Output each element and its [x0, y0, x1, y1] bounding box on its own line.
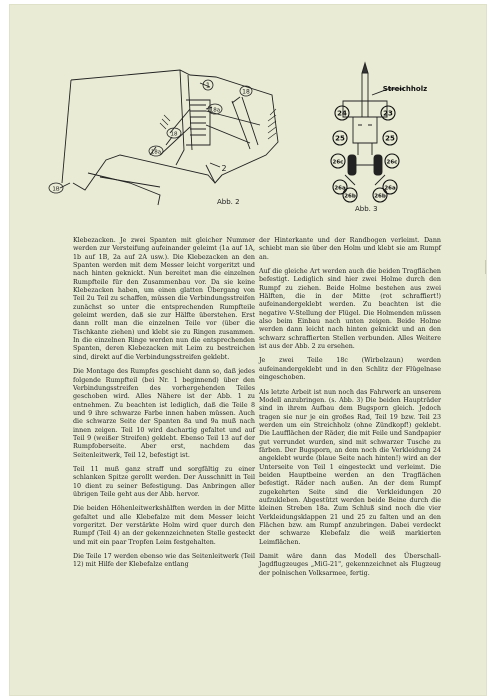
left-text-column [73, 237, 255, 576]
fig3-label-26c-left: 26c [332, 159, 344, 166]
paragraph: Teil 11 muß ganz straff und sorgfältig zu einer schlanken Spitze gerollt werden. Der Ausschnitt in Teil 10 dient zu seiner Befestigung. Das Anbringen aller übrigen Teile geht aus der Abb. hervor. [73, 465, 255, 498]
fig2-label-18-top: 18 [242, 88, 250, 96]
fig3-label-23: 23 [383, 109, 393, 118]
page-sheet [10, 5, 486, 695]
fig3-label-26b-right: 26b [374, 193, 386, 200]
paragraph: Je zwei Teile 18c (Wirbelzaun) werden aufeinandergeklebt und in den Schlitz der Flügelnase eingeschoben. [259, 357, 441, 382]
paragraph: Auf die gleiche Art werden auch die beiden Tragflächen befestigt. Lediglich sind hier zwei Holme durch den Rumpf zu ziehen. Beide Holme bestehen aus zwei Hälften, die in der Mitte (rot schraffiert!) aufeinandergeklebt werden. Zu beachten ist die negative V-Stellung der Flügel. Die Holmenden müssen also beim Einbau nach unten zeigen. Beide Holme werden dann leicht nach hinten geknickt und an den schwarz schraffierten Stellen verbunden. Alles Weitere ist aus der Abb. 2 zu ersehen. [259, 268, 441, 351]
fig2-label-18a-mid: 18a [150, 149, 162, 156]
paragraph: Klebezacken. Je zwei Spanten mit gleicher Nummer werden zur Versteifung aufeinander geleimt (1a auf 1A, 1b auf 1B, 2a auf 2A usw.). Die Klebezacken an den Spanten werden mit dem Messer leicht vorgeritzt und nach hinten geknickt. Nun bereitet man die einzelnen Rumpfteile für den Zusammenbau vor. Da sie keine Klebezacken haben, um einen glatten Übergang von Teil 2u Teil zu schaffen, müssen die Verbindungsstreifen zunächst so unter die entsprechenden Rumpfteile geleimt werden, daß sie zur Hälfte überstehen. Erst dann rollt man die einzelnen Teile vor (über die Tischkante ziehen) und klebt sie zu Ringen zusammen. In die einzelnen Ringe werden nun die entsprechenden Spanten, deren Klebezacken mit Leim zu bestreichen sind, direkt auf die Verbindungsstreifen geklebt. [73, 237, 255, 361]
paragraph: Damit wäre dann das Modell des Überschall-Jagdflugzeuges „MiG-21", gekennzeichnet als Flugzeug der polnischen Volksarmee, fertig. [259, 553, 441, 577]
paragraph: Die Montage des Rumpfes geschieht dann so, daß jedes folgende Rumpfteil (bei Nr. 1 beginnend) über den Verbindungsstreifen des vorhergehenden Teiles geschoben wird. Alles Nähere ist der Abb. 1 zu entnehmen. Zu beachten ist lediglich, daß die Teile 8 und 9 ihre schwarze Farbe innen haben müssen. Auch die schwarze Seite der Spanten 8a und 9a muß nach innen zeigen. Teil 10 wird dachartig gefaltet und auf Teil 9 (weißer Streifen) geklebt. Ebenso Teil 13 auf der Rumpfoberseite. Aber erst, nachdem das Seitenleitwerk, Teil 12, befestigt ist. [73, 368, 255, 459]
paragraph: Als letzte Arbeit ist nun noch das Fahrwerk an unserem Modell anzubringen. (s. Abb. 3) Die beiden Haupträder sind in ihrem Aufbau dem Bugsporn gleich. Jedoch tragen sie nur je ein großes Rad, Teil 19 bzw. Teil 23 werden um ein Streichholz (ohne Zündkopf!) geklebt. Die Laufflächen der Räder, die mit Feile und Sandpapier gut verrundet wurden, sind mit schwarzer Tusche zu färben. Der Bugsporn, an dem noch die Verkleidung 24 angeklebt wurde (blaue Seite nach hinten!) wird an der Unterseite von Teil 1 eingesteckt und verleimt. Die beiden Hauptbeine werden an den Tragflächen befestigt. Räder nach außen. An der dem Rumpf zugekehrten Seite sind die Verkleidungen 20 aufzukleben. Abgestützt werden beide Beine durch die kleinen Streben 18a. Zum Schluß sind noch die vier Verkleidungsklappen 21 und 25 zu falten und an den Flächen bzw. am Rumpf anzubringen. Dabei verdeckt der schwarze Klebefalz die weiß markierten Leimflächen. [259, 388, 441, 546]
fig3-caption: Abb. 3 [355, 205, 378, 213]
assembly-illustrations [10, 5, 486, 235]
fig2-label-2: 2 [221, 164, 227, 173]
fig2-label-1B: 1B [52, 186, 60, 193]
fig2-label-1-text: 1 [205, 81, 211, 90]
page-edge-mark [485, 260, 486, 274]
figure-3-drawing [343, 63, 404, 185]
fig3-label-24: 24 [337, 109, 347, 118]
fig3-label-26a-left: 26a [334, 185, 346, 192]
paragraph: der Hinterkante und der Randbogen verleimt. Dann schiebt man sie über den Holm und klebt sie am Rumpf an. [259, 237, 441, 261]
right-text-column [259, 237, 441, 584]
paragraph: Die beiden Höhenleitwerkshälften werden in der Mitte gefaltet und alle Klebefalze mit dem Messer leicht vorgeritzt. Der verstärkte Holm wird quer durch den Rumpf (Teil 4) an der gekennzeichneten Stelle gesteckt und mit ein paar Tropfen Leim festgehalten. [73, 505, 255, 546]
paragraph: Die Teile 17 werden ebenso wie das Seitenleitwerk (Teil 12) mit Hilfe der Klebefalze entlang [73, 553, 255, 569]
fig3-label-26c-right: 26c [386, 159, 398, 166]
fig3-label-25-right: 25 [385, 134, 395, 143]
figures-area [10, 5, 486, 235]
fig3-label-25-left: 25 [335, 134, 345, 143]
fig2-label-18a-top: 18a [209, 107, 221, 114]
fig2-label-18-mid: 18 [170, 131, 178, 138]
fig3-label-26a-right: 26a [384, 185, 396, 192]
fig3-label-26b-left: 26b [344, 193, 356, 200]
fig3-streichholz-label: Streichholz [382, 85, 428, 93]
fig2-caption: Abb. 2 [217, 198, 240, 206]
